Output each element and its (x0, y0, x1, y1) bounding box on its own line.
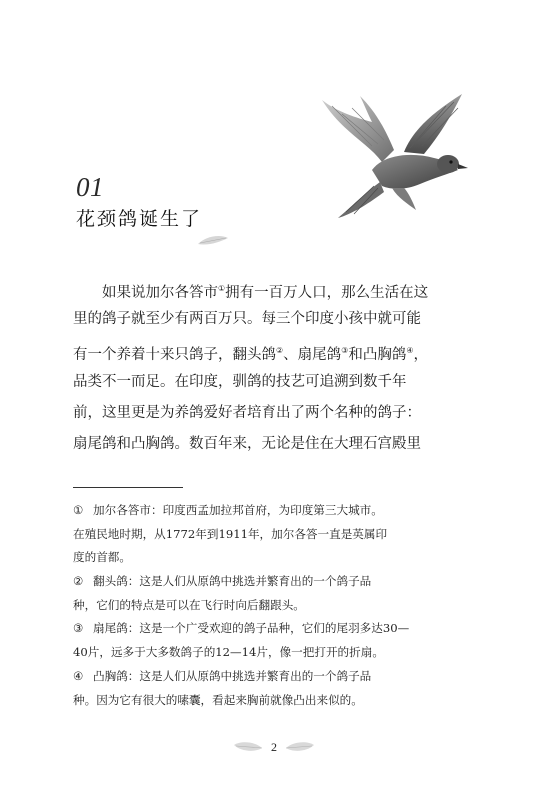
footnote-2: ② 翻头鸽：这是人们从原鸽中挑选并繁育出的一个鸽子品 种，它们的特点是可以在飞行时向后翻跟头。 (73, 570, 465, 617)
feather-ornament-icon (196, 234, 230, 248)
body-line: 里的鸽子就至少有两百万只。每三个印度小孩中就可能 (73, 311, 421, 328)
footnote-divider (73, 487, 183, 488)
footnote-mark: ④ (73, 668, 84, 683)
body-line: 扇尾鸽和凸胸鸽。数百年来，无论是住在大理石宫殿里 (73, 435, 421, 452)
footnotes (73, 499, 465, 712)
footnote-mark: ③ (73, 621, 84, 636)
body-text (73, 273, 463, 460)
pigeon-illustration-icon (312, 92, 472, 222)
footnote-3: ③ 扇尾鸽：这是一个广受欢迎的鸽子品种，它们的尾羽多达30— 40片，远多于大多数鸽子的12—14片，像一把打开的折扇。 (73, 617, 465, 664)
body-line: 品类不一而足。在印度，驯鸽的技艺可追溯到数千年 (73, 373, 407, 390)
chapter-title: 花颈鸽诞生了 (76, 208, 203, 230)
footnote-ref[interactable]: ④ (406, 346, 414, 356)
footnote-4: ④ 凸胸鸽：这是人们从原鸽中挑选并繁育出的一个鸽子品 种。因为它有很大的嗉囊，看起来胸前就像凸出来似的。 (73, 665, 465, 712)
footnote-mark: ② (73, 574, 84, 589)
page-number: 2 (271, 740, 277, 754)
footnote-ref[interactable]: ② (276, 346, 284, 356)
body-line: 如果说加尔各答市①拥有一百万人口，那么生活在这 (102, 284, 429, 301)
footnote-1: ① 加尔各答市：印度西孟加拉邦首府，为印度第三大城市。 在殖民地时期，从1772年到1911年，加尔各答一直是英属印 度的首都。 (73, 499, 465, 570)
body-line: 有一个养着十来只鸽子，翻头鸽②、扇尾鸽③和凸胸鸽④， (73, 346, 429, 364)
footnote-ref[interactable]: ③ (341, 346, 349, 356)
chapter-number: 01 (76, 172, 104, 202)
body-line: 前，这里更是为养鸽爱好者培育出了两个名种的鸽子： (73, 404, 421, 421)
footnote-ref[interactable]: ① (218, 284, 226, 293)
right-feather-icon (284, 741, 316, 755)
footnote-mark: ① (73, 503, 84, 517)
page-footer (226, 738, 322, 760)
